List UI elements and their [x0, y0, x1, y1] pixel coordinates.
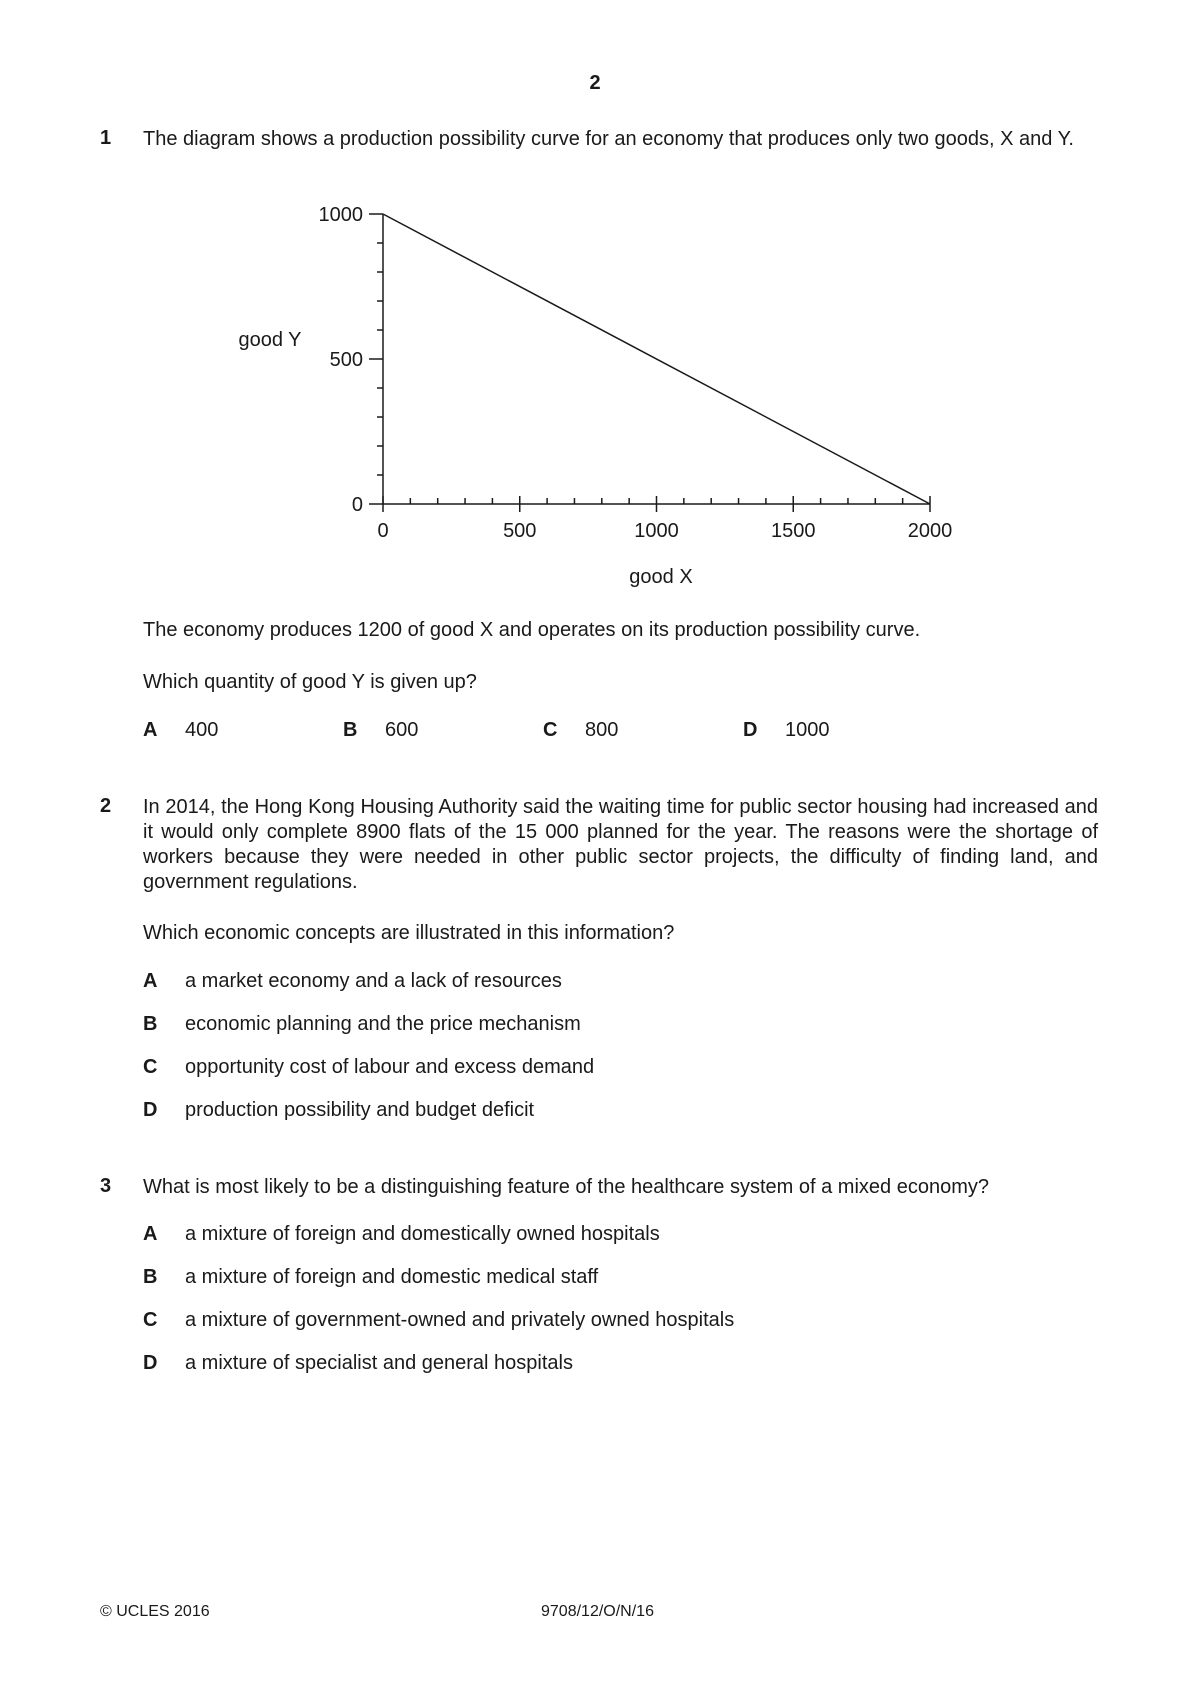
question-number: 2: [100, 795, 112, 817]
option-text: a mixture of foreign and domestically owned hospitals: [185, 1223, 660, 1245]
y-tick-label: 1000: [318, 204, 363, 226]
x-tick-label: 1500: [771, 520, 816, 542]
question-text: The economy produces 1200 of good X and operates on its production possibility curve.: [143, 619, 921, 641]
option-b[interactable]: [143, 1265, 598, 1290]
option-c[interactable]: [543, 718, 618, 743]
option-text: economic planning and the price mechanism: [185, 1013, 581, 1035]
chart-tick-labels: [319, 204, 953, 542]
option-letter: D: [143, 1099, 158, 1121]
option-d[interactable]: [143, 1098, 534, 1123]
option-text: 800: [585, 719, 619, 741]
option-text: opportunity cost of labour and excess demand: [185, 1056, 595, 1078]
chart-ticks: [369, 214, 930, 512]
x-tick-label: 2000: [907, 520, 953, 542]
ppc-line: [383, 214, 930, 504]
option-a[interactable]: [143, 969, 562, 994]
question-stem: In 2014, the Hong Kong Housing Authority said the waiting time for public sector housing had increased and it would only complete 8900 flats of the 15 000 planned for the year. The reasons were the shortage of workers because they were needed in other public sector projects, the difficulty of finding land, and government regulations.: [143, 796, 1098, 893]
option-letter: C: [543, 719, 558, 741]
question-prompt: Which economic concepts are illustrated in this information?: [143, 922, 675, 944]
option-letter: B: [143, 1013, 158, 1035]
option-letter: D: [743, 719, 758, 741]
y-tick-label: 500: [329, 349, 363, 371]
footer-copyright: © UCLES 2016: [100, 1603, 210, 1620]
option-a[interactable]: [143, 718, 218, 743]
page-number: 2: [589, 72, 601, 94]
question-number: 3: [100, 1175, 112, 1197]
y-tick-label: 0: [351, 494, 363, 516]
option-text: a mixture of foreign and domestic medical staff: [185, 1266, 599, 1288]
y-axis-label: good Y: [238, 329, 302, 351]
option-letter: A: [143, 719, 158, 741]
option-text: a mixture of specialist and general hospitals: [185, 1352, 573, 1374]
option-letter: D: [143, 1352, 158, 1374]
question-prompt: What is most likely to be a distinguishing feature of the healthcare system of a mixed economy?: [143, 1176, 989, 1198]
x-tick-label: 0: [377, 520, 389, 542]
option-b[interactable]: [343, 718, 418, 743]
option-text: 400: [185, 719, 219, 741]
question-stem: The diagram shows a production possibility curve for an economy that produces only two goods, X and Y.: [143, 128, 1074, 150]
option-text: 1000: [785, 719, 830, 741]
option-text: production possibility and budget deficit: [185, 1099, 535, 1121]
option-c[interactable]: [143, 1308, 734, 1333]
option-text: 600: [385, 719, 419, 741]
question-prompt: Which quantity of good Y is given up?: [143, 671, 477, 693]
footer-paper-code: 9708/12/O/N/16: [541, 1603, 654, 1620]
option-letter: A: [143, 1223, 158, 1245]
option-letter: A: [143, 970, 158, 992]
option-letter: C: [143, 1309, 158, 1331]
x-axis-label: good X: [629, 566, 693, 588]
option-letter: B: [343, 719, 358, 741]
option-letter: B: [143, 1266, 158, 1288]
option-letter: C: [143, 1056, 158, 1078]
x-tick-label: 500: [503, 520, 537, 542]
option-d[interactable]: [743, 718, 830, 743]
x-tick-label: 1000: [634, 520, 679, 542]
question-number: 1: [100, 127, 112, 149]
ppc-chart: [0, 0, 1190, 620]
option-b[interactable]: [143, 1012, 581, 1037]
option-text: a market economy and a lack of resources: [185, 970, 562, 992]
option-c[interactable]: [143, 1055, 594, 1080]
option-d[interactable]: [143, 1351, 573, 1376]
option-a[interactable]: [143, 1222, 660, 1247]
chart-series: [383, 214, 930, 504]
option-text: a mixture of government-owned and privately owned hospitals: [185, 1309, 735, 1331]
